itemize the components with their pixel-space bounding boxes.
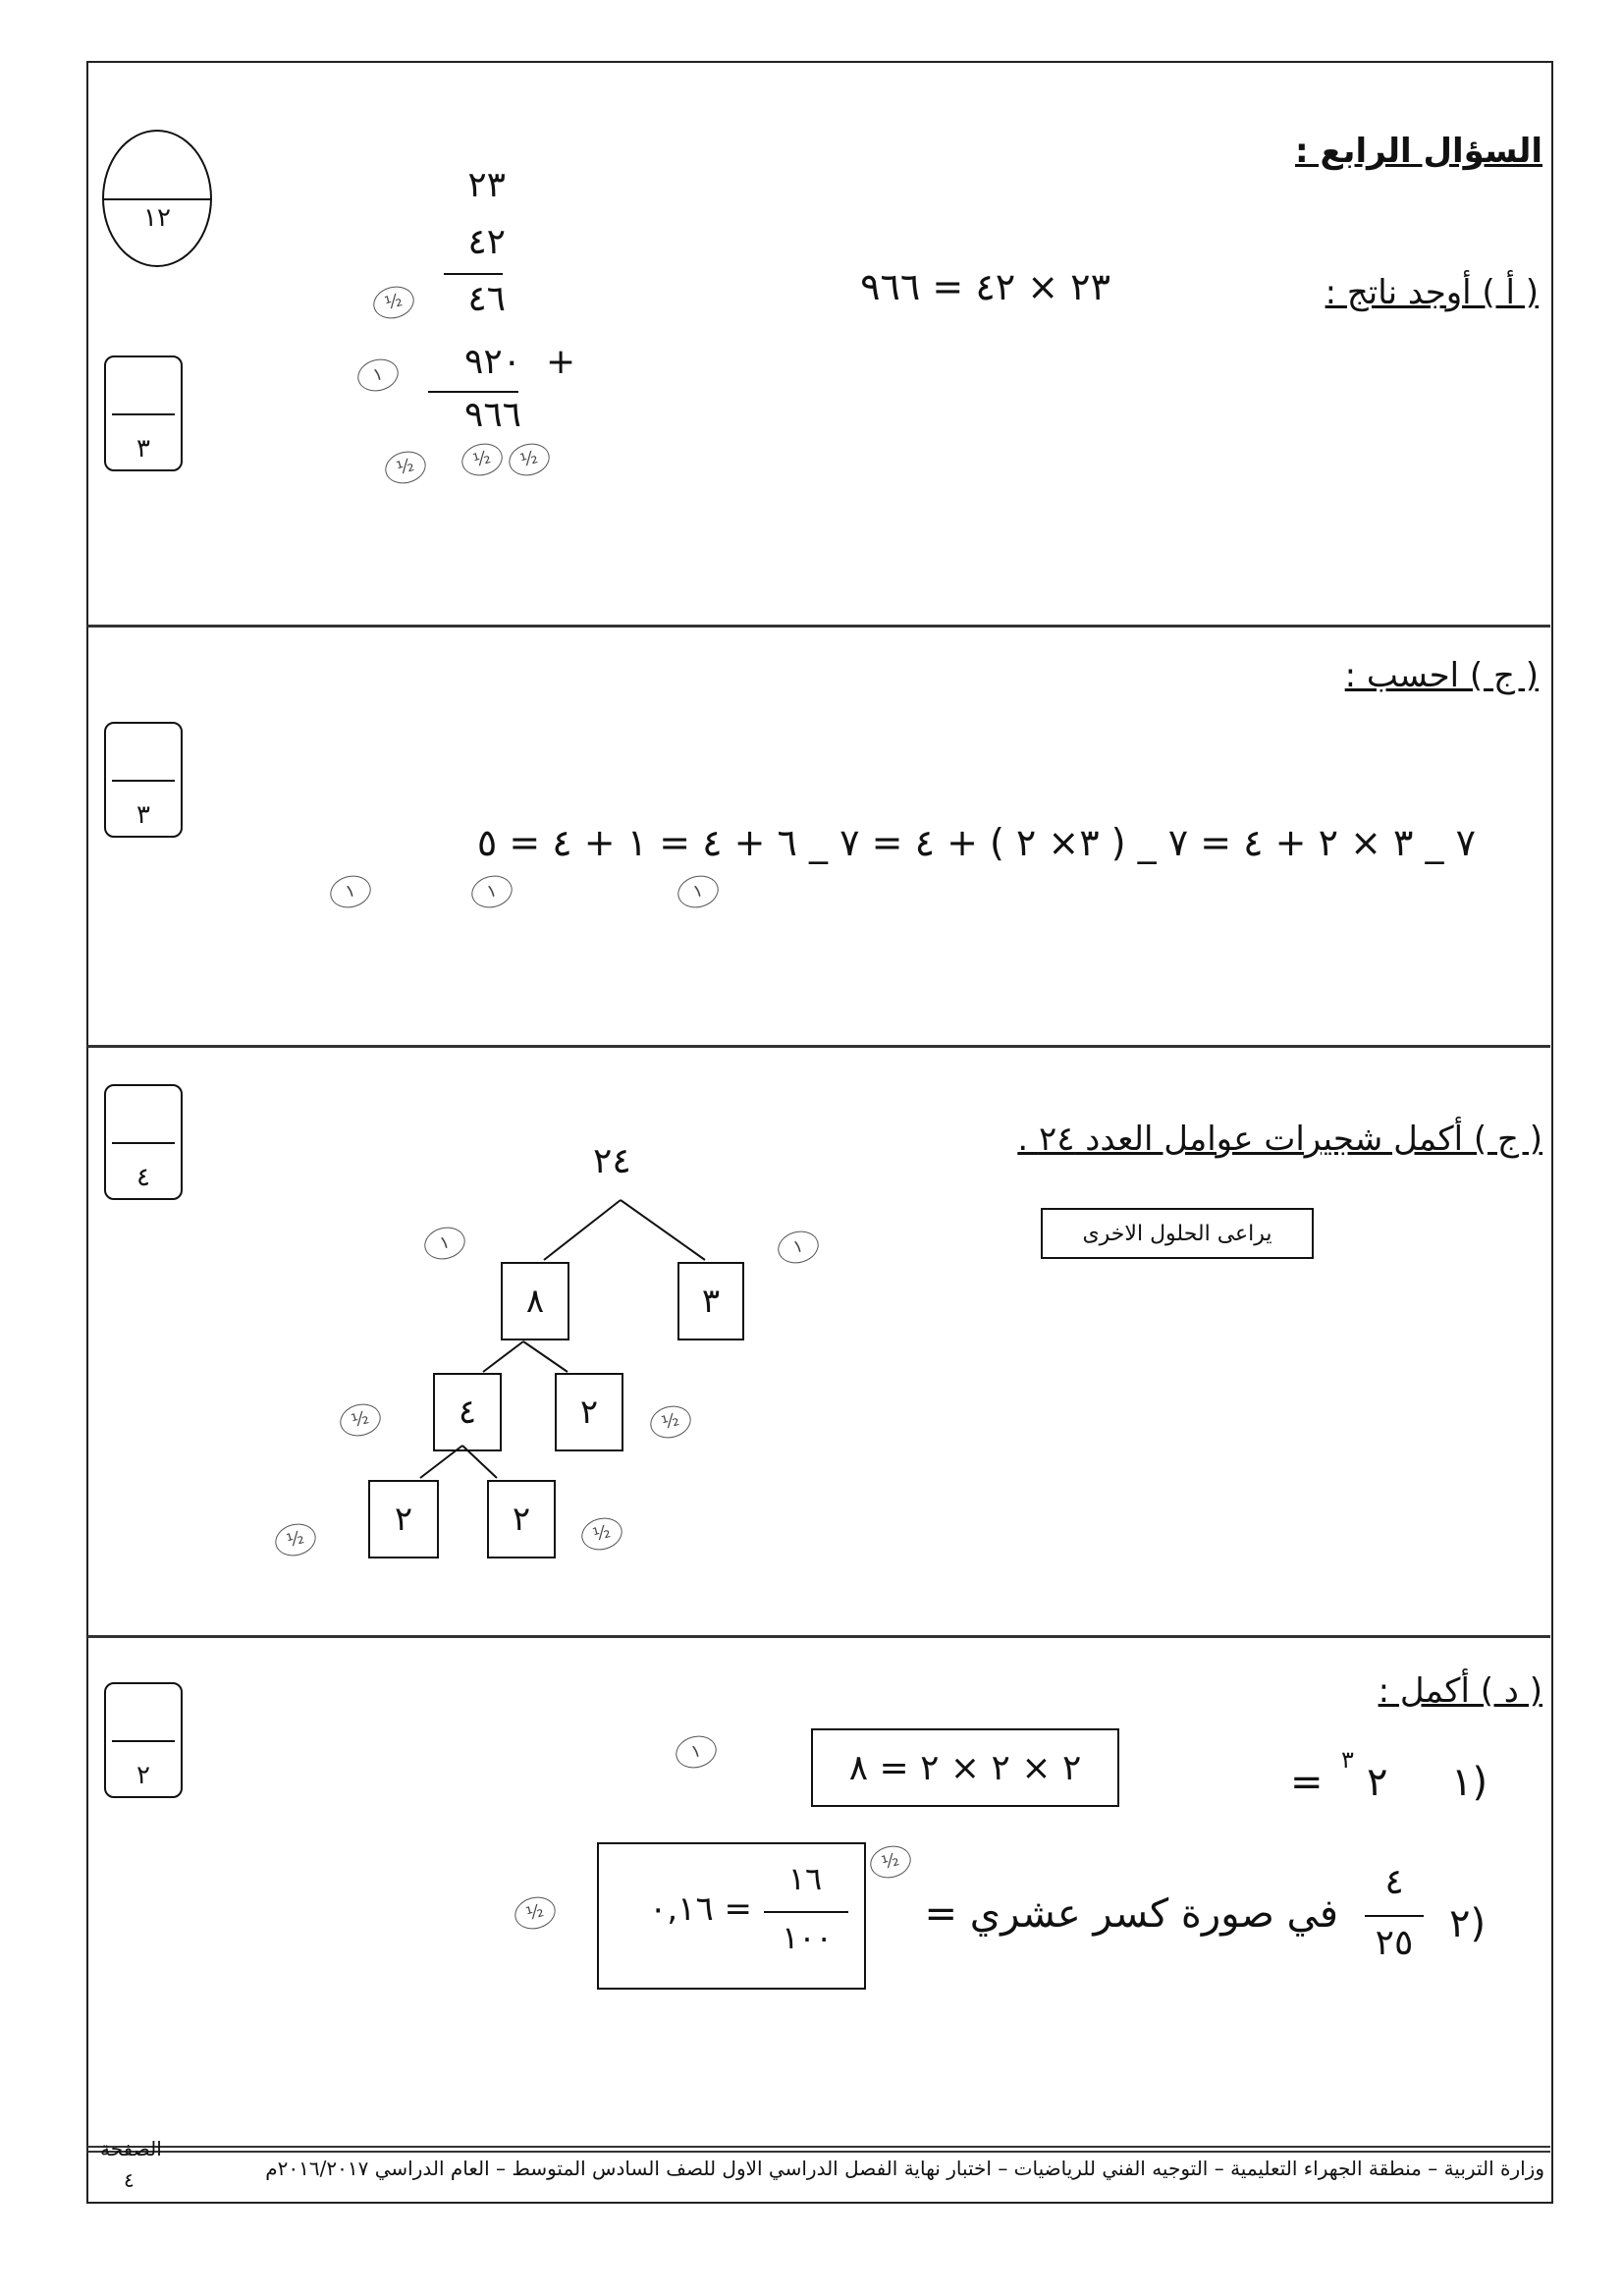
item1-equals: = xyxy=(1290,1760,1324,1805)
tree-branch xyxy=(621,1200,705,1260)
alternative-solutions-note: يراعى الحلول الاخرى xyxy=(1041,1208,1314,1259)
item2-fraction-numerator: ٤ xyxy=(1384,1862,1404,1902)
tree-node-left-left: ٤ xyxy=(433,1373,502,1451)
part-a-score-value: ٣ xyxy=(136,434,150,464)
grading-mark: ١ xyxy=(775,1227,823,1268)
tree-node-left: ٨ xyxy=(501,1262,569,1340)
part-b-label: ( ج ) احسب : xyxy=(1344,656,1539,695)
item2-answer-box xyxy=(597,1842,866,1990)
item2-text: في صورة كسر عشري = xyxy=(924,1891,1338,1937)
tree-leaf: ٢ xyxy=(368,1480,439,1558)
mult-multiplicand: ٢٣ xyxy=(467,165,506,205)
item1-answer-box: ٢ × ٢ × ٢ = ٨ xyxy=(811,1728,1119,1807)
grading-mark: ١ xyxy=(673,1731,721,1773)
tree-node-right: ٣ xyxy=(677,1262,744,1340)
grading-mark: ½ xyxy=(459,439,507,480)
item2-number: ٢) xyxy=(1449,1901,1487,1946)
mult-multiplier: ٤٢ xyxy=(467,222,506,262)
tree-root: ٢٤ xyxy=(593,1141,631,1181)
answer-denominator: ١٠٠ xyxy=(782,1919,833,1956)
grading-mark: ½ xyxy=(512,1892,560,1934)
footer-text: وزارة التربية – منطقة الجهراء التعليمية – التوجيه الفني للرياضيات – اختبار نهاية الفصل الدراسي الاول للصف السادس المتوسط – العام الدراسي ٢٠١٦/٢٠١٧م xyxy=(265,2157,1544,2180)
grading-mark: ½ xyxy=(647,1401,695,1443)
page-label: الصفحة xyxy=(100,2137,162,2160)
grading-mark: ½ xyxy=(370,282,418,323)
grading-mark: ½ xyxy=(506,439,554,480)
tree-node-left-right: ٢ xyxy=(555,1373,623,1451)
grading-mark: ½ xyxy=(867,1841,915,1883)
part-b-expression: ٧ _ ٣ × ٢ + ٤ = ٧ _ ( ٣× ٢ ) + ٤ = ٧ _ ٦ + ٤ = ١ + ٤ = ٥ xyxy=(476,821,1476,864)
part-a-label: ( أ ) أوجد ناتج : xyxy=(1325,273,1539,312)
grading-mark: ١ xyxy=(354,355,403,396)
grading-mark: ½ xyxy=(382,447,430,488)
fraction-bar xyxy=(1365,1915,1424,1917)
part-c-label: ( ج ) أكمل شجيرات عوامل العدد ٢٤ . xyxy=(1017,1120,1542,1159)
part-d-score-value: ٢ xyxy=(136,1761,150,1790)
grading-mark: ½ xyxy=(578,1513,626,1555)
item1-number: ١) xyxy=(1451,1760,1488,1805)
mult-partial-1: ٤٦ xyxy=(467,279,506,319)
tree-branch xyxy=(523,1341,568,1372)
item1-base: ٢ xyxy=(1367,1760,1388,1805)
grading-mark: ١ xyxy=(675,871,723,912)
mult-result: ٩٦٦ xyxy=(463,395,521,435)
part-d-score xyxy=(104,1682,183,1798)
tree-leaf: ٢ xyxy=(487,1480,556,1558)
part-b-score-value: ٣ xyxy=(136,800,150,830)
answer-decimal: = ٠,١٦ xyxy=(649,1889,752,1929)
part-a-expression: ٢٣ × ٤٢ = ٩٦٦ xyxy=(860,265,1110,308)
grading-mark: ½ xyxy=(337,1399,385,1441)
tree-branch xyxy=(483,1341,523,1372)
page-number: ٤ xyxy=(124,2168,135,2192)
grading-mark: ½ xyxy=(272,1519,320,1560)
grading-mark: ١ xyxy=(327,871,375,912)
question-title: السؤال الرابع : xyxy=(1295,132,1542,171)
item2-fraction-denominator: ٢٥ xyxy=(1375,1923,1414,1963)
fraction-line xyxy=(112,1740,175,1742)
item1-exponent: ٣ xyxy=(1341,1746,1354,1774)
answer-numerator: ١٦ xyxy=(787,1860,823,1897)
part-d-label: ( د ) أكمل : xyxy=(1378,1671,1542,1711)
mult-partial-2: ٩٢٠ xyxy=(463,342,521,382)
part-c-score-value: ٤ xyxy=(136,1163,150,1192)
grading-mark: ١ xyxy=(468,871,516,912)
fraction-bar xyxy=(764,1911,848,1913)
grading-mark: ١ xyxy=(421,1223,469,1264)
plus-sign: + xyxy=(546,342,582,382)
total-score-value: ١٢ xyxy=(143,203,171,234)
tree-branch xyxy=(544,1200,621,1260)
